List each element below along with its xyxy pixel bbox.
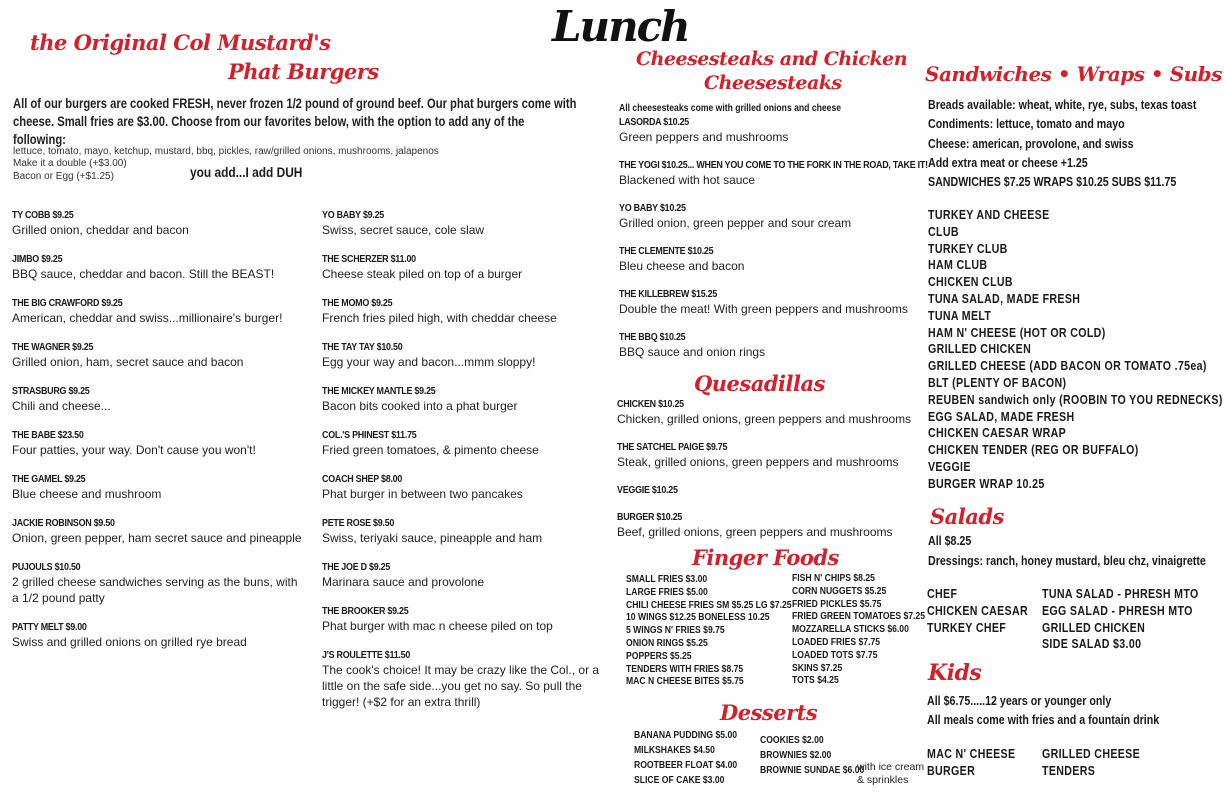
menu-item xyxy=(619,116,919,145)
item-description: BBQ sauce and onion rings xyxy=(619,345,766,359)
item-name: THE GAMEL $9.25 xyxy=(12,473,86,485)
item-name: STRASBURG $9.25 xyxy=(12,385,90,397)
salads-price: All $8.25 xyxy=(928,533,972,548)
burger-bacon-egg: Bacon or Egg (+$1.25) xyxy=(13,171,114,182)
list-item: TUNA SALAD - PHRESH MTO xyxy=(1042,587,1199,601)
list-item: BURGER WRAP 10.25 xyxy=(928,476,1045,491)
list-item: SKINS $7.25 xyxy=(792,661,843,674)
menu-item xyxy=(617,484,917,497)
burger-tagline: you add...I add DUH xyxy=(190,164,303,180)
menu-item xyxy=(617,398,917,427)
list-item: Cheese: american, provolone, and swiss xyxy=(928,135,1134,151)
list-item: 5 WINGS N' FRIES $9.75 xyxy=(626,624,725,637)
item-description: Grilled onion, ham, secret sauce and bacon xyxy=(12,355,244,369)
list-item: REUBEN sandwich only (ROOBIN TO YOU REDNECKS) xyxy=(928,392,1223,407)
item-description: Swiss and grilled onions on grilled rye bread xyxy=(12,635,247,649)
list-item: HAM N' CHEESE (HOT OR COLD) xyxy=(928,325,1106,340)
menu-item xyxy=(322,341,612,370)
menu-item xyxy=(12,209,302,238)
item-name: YO BABY $10.25 xyxy=(619,202,686,214)
item-name: THE SCHERZER $11.00 xyxy=(322,253,416,265)
item-description: Beef, grilled onions, green peppers and mushrooms xyxy=(617,525,893,539)
menu-item xyxy=(12,561,302,606)
item-name: PATTY MELT $9.00 xyxy=(12,621,87,633)
list-item: TENDERS xyxy=(1042,763,1096,778)
burger-double: Make it a double (+$3.00) xyxy=(13,158,127,169)
item-name: COL.'S PHINEST $11.75 xyxy=(322,429,417,441)
item-name: THE TAY TAY $10.50 xyxy=(322,341,403,353)
item-description: Phat burger with mac n cheese piled on top xyxy=(322,619,553,633)
item-name: BURGER $10.25 xyxy=(617,511,683,523)
item-name: THE JOE D $9.25 xyxy=(322,561,391,573)
list-item: MAC N CHEESE BITES $5.75 xyxy=(626,675,744,688)
item-description: Fried green tomatoes, & pimento cheese xyxy=(322,443,539,457)
list-item: 10 WINGS $12.25 BONELESS 10.25 xyxy=(626,611,770,624)
item-description: Double the meat! With green peppers and mushrooms xyxy=(619,302,908,316)
list-item: SIDE SALAD $3.00 xyxy=(1042,637,1142,652)
item-name: COACH SHEP $8.00 xyxy=(322,473,403,485)
desserts-column-1 xyxy=(634,728,737,788)
item-name: LASORDA $10.25 xyxy=(619,116,690,128)
list-item: Breads available: wheat, white, rye, subs, texas toast xyxy=(928,97,1197,112)
item-description: Four patties, your way. Don't cause you won't! xyxy=(12,443,256,457)
list-item: CHILI CHEESE FRIES SM $5.25 LG $7.25 xyxy=(626,598,792,611)
finger-foods-heading: Finger Foods xyxy=(692,545,839,570)
item-name: JIMBO $9.25 xyxy=(12,253,63,265)
quesadillas-heading: Quesadillas xyxy=(694,371,825,396)
menu-item xyxy=(322,297,612,326)
item-description: 2 grilled cheese sandwiches serving as the buns, with a 1/2 pound patty xyxy=(12,575,298,605)
list-item: TUNA SALAD, MADE FRESH xyxy=(928,291,1081,306)
kids-price: All $6.75.....12 years or younger only xyxy=(927,693,1112,708)
salads-column-2 xyxy=(1042,586,1199,653)
list-item: VEGGIE xyxy=(928,459,971,474)
menu-item xyxy=(619,202,919,231)
page-title: Lunch xyxy=(552,2,689,51)
menu-item xyxy=(322,561,612,590)
item-description: Grilled onion, cheddar and bacon xyxy=(12,223,189,237)
kids-column-2 xyxy=(1042,746,1140,780)
item-description: Steak, grilled onions, green peppers and mushrooms xyxy=(617,455,899,469)
item-description: Bacon bits cooked into a phat burger xyxy=(322,399,518,413)
list-item: TURKEY CHEF xyxy=(927,620,1007,635)
list-item: LOADED TOTS $7.75 xyxy=(792,648,878,661)
sundae-note: with ice cream & sprinkles xyxy=(857,761,925,786)
sandwiches-info xyxy=(928,95,1196,191)
list-item: BANANA PUDDING $5.00 xyxy=(634,729,738,741)
item-name: J'S ROULETTE $11.50 xyxy=(322,649,411,661)
list-item: BLT (PLENTY OF BACON) xyxy=(928,375,1067,390)
kids-column-1 xyxy=(927,746,1015,780)
item-name: PETE ROSE $9.50 xyxy=(322,517,395,529)
item-description: Swiss, secret sauce, cole slaw xyxy=(322,223,485,237)
item-description: Marinara sauce and provolone xyxy=(322,575,485,589)
list-item: GRILLED CHEESE xyxy=(1042,747,1141,761)
sandwiches-list xyxy=(928,207,1223,493)
list-item: FISH N' CHIPS $8.25 xyxy=(792,572,875,584)
menu-item xyxy=(12,385,302,414)
menu-item xyxy=(322,605,612,634)
menu-item xyxy=(619,159,928,188)
item-description: Onion, green pepper, ham secret sauce and pineapple xyxy=(12,531,302,545)
list-item: HAM CLUB xyxy=(928,258,988,273)
list-item: TUNA MELT xyxy=(928,308,992,323)
menu-item xyxy=(617,511,917,540)
menu-item xyxy=(322,649,612,710)
cheesesteaks-heading-2: Cheesesteaks xyxy=(704,72,842,94)
cheesesteaks-heading: Cheesesteaks and Chicken xyxy=(636,48,908,70)
salads-column-1 xyxy=(927,586,1028,636)
list-item: CORN NUGGETS $5.25 xyxy=(792,584,887,597)
list-item: TURKEY CLUB xyxy=(928,241,1008,256)
item-name: THE BABE $23.50 xyxy=(12,429,84,441)
kids-heading: Kids xyxy=(928,660,982,686)
item-description: Egg your way and bacon...mmm sloppy! xyxy=(322,355,536,369)
menu-item xyxy=(12,253,302,282)
list-item: ONION RINGS $5.25 xyxy=(626,636,708,649)
item-description: Blue cheese and mushroom xyxy=(12,487,162,501)
list-item: MAC N' CHEESE xyxy=(927,747,1016,761)
desserts-heading: Desserts xyxy=(720,700,818,725)
item-name: THE SATCHEL PAIGE $9.75 xyxy=(617,441,728,453)
burgers-column-2 xyxy=(322,209,612,725)
item-description: French fries piled high, with cheddar cheese xyxy=(322,311,557,325)
list-item: SMALL FRIES $3.00 xyxy=(626,573,708,585)
menu-item xyxy=(619,288,919,317)
item-name: THE BBQ $10.25 xyxy=(619,331,686,343)
list-item: CHICKEN TENDER (REG OR BUFFALO) xyxy=(928,443,1139,458)
cheesesteaks-list xyxy=(619,116,928,374)
list-item: CHICKEN CAESAR WRAP xyxy=(928,426,1067,441)
list-item: CHICKEN CAESAR xyxy=(927,603,1028,618)
list-item: SLICE OF CAKE $3.00 xyxy=(634,774,725,786)
kids-note: All meals come with fries and a fountain drink xyxy=(927,712,1160,727)
list-item: LOADED FRIES $7.75 xyxy=(792,635,881,648)
list-item: Add extra meat or cheese +1.25 xyxy=(928,154,1088,170)
finger-foods-column-1 xyxy=(626,573,792,688)
item-description: The cook's choice! It may be crazy like the Col., or a little on the safe side...you get no say. So pull the trigger! (+$2 for an extra thrill) xyxy=(322,663,600,709)
menu-item xyxy=(322,429,612,458)
menu-item xyxy=(12,297,302,326)
list-item: GRILLED CHICKEN xyxy=(928,342,1032,357)
item-name: THE MICKEY MANTLE $9.25 xyxy=(322,385,436,397)
finger-foods-column-2 xyxy=(792,572,925,687)
list-item: BROWNIE SUNDAE $6.00 xyxy=(760,764,865,776)
list-item: POPPERS $5.25 xyxy=(626,649,692,662)
list-item: TOTS $4.25 xyxy=(792,674,839,687)
item-description: Swiss, teriyaki sauce, pineapple and ham xyxy=(322,531,543,545)
list-item: CHICKEN CLUB xyxy=(928,275,1013,290)
cheesesteaks-note: All cheesesteaks come with grilled onions and cheese xyxy=(619,102,842,114)
list-item: TURKEY AND CHEESE xyxy=(928,208,1050,222)
item-name: VEGGIE $10.25 xyxy=(617,484,678,496)
list-item: Condiments: lettuce, tomato and mayo xyxy=(928,116,1125,132)
item-name: PUJOULS $10.50 xyxy=(12,561,81,573)
item-name: THE BIG CRAWFORD $9.25 xyxy=(12,297,123,309)
desserts-column-2 xyxy=(760,733,864,778)
salads-dressings: Dressings: ranch, honey mustard, bleu chz, vinaigrette xyxy=(928,553,1206,568)
list-item: GRILLED CHICKEN xyxy=(1042,620,1146,635)
item-name: JACKIE ROBINSON $9.50 xyxy=(12,517,115,529)
menu-item xyxy=(322,517,612,546)
list-item: FRIED GREEN TOMATOES $7.25 xyxy=(792,610,926,623)
list-item: MOZZARELLA STICKS $6.00 xyxy=(792,623,909,636)
menu-item xyxy=(619,331,919,360)
list-item: CLUB xyxy=(928,224,959,239)
item-name: CHICKEN $10.25 xyxy=(617,398,684,410)
menu-item xyxy=(12,621,302,650)
sandwiches-heading: Sandwiches • Wraps • Subs xyxy=(925,62,1222,86)
list-item: EGG SALAD, MADE FRESH xyxy=(928,409,1075,424)
item-description: Phat burger in between two pancakes xyxy=(322,487,523,501)
sandwich-prices: SANDWICHES $7.25 WRAPS $10.25 SUBS $11.75 xyxy=(928,174,1177,190)
burgers-heading-2: Phat Burgers xyxy=(228,59,379,84)
list-item: COOKIES $2.00 xyxy=(760,734,824,746)
menu-item xyxy=(12,341,302,370)
menu-item xyxy=(322,253,612,282)
item-name: THE YOGI $10.25... WHEN YOU COME TO THE FORK IN THE ROAD, TAKE IT! xyxy=(619,159,928,171)
burgers-heading: the Original Col Mustard's xyxy=(30,30,331,55)
item-description: Chicken, grilled onions, green peppers and mushrooms xyxy=(617,412,912,426)
menu-item xyxy=(322,473,612,502)
item-name: YO BABY $9.25 xyxy=(322,209,385,221)
item-description: American, cheddar and swiss...millionaire's burger! xyxy=(12,311,283,325)
list-item: FRIED PICKLES $5.75 xyxy=(792,597,882,610)
item-description: Grilled onion, green pepper and sour cream xyxy=(619,216,852,230)
list-item: EGG SALAD - PHRESH MTO xyxy=(1042,603,1193,618)
item-description: BBQ sauce, cheddar and bacon. Still the BEAST! xyxy=(12,267,275,281)
menu-item xyxy=(619,245,919,274)
list-item: ROOTBEER FLOAT $4.00 xyxy=(634,759,738,771)
item-description: Blackened with hot sauce xyxy=(619,173,756,187)
item-name: THE KILLEBREW $15.25 xyxy=(619,288,718,300)
item-name: THE WAGNER $9.25 xyxy=(12,341,94,353)
list-item: BROWNIES $2.00 xyxy=(760,749,832,761)
burgers-column-1 xyxy=(12,209,302,665)
list-item: MILKSHAKES $4.50 xyxy=(634,744,715,756)
item-name: THE CLEMENTE $10.25 xyxy=(619,245,714,257)
salads-heading: Salads xyxy=(930,504,1004,529)
item-description: Chili and cheese... xyxy=(12,399,111,413)
menu-item xyxy=(12,473,302,502)
item-name: THE MOMO $9.25 xyxy=(322,297,393,309)
list-item: GRILLED CHEESE (ADD BACON OR TOMATO .75ea) xyxy=(928,359,1207,374)
burger-toppings: lettuce, tomato, mayo, ketchup, mustard, bbq, pickles, raw/grilled onions, mushrooms, jalapenos xyxy=(13,146,439,157)
list-item: TENDERS WITH FRIES $8.75 xyxy=(626,662,744,675)
item-description: Cheese steak piled on top of a burger xyxy=(322,267,523,281)
item-description: Green peppers and mushrooms xyxy=(619,130,789,144)
list-item: BURGER xyxy=(927,763,976,778)
item-name: THE BROOKER $9.25 xyxy=(322,605,409,617)
item-name: TY COBB $9.25 xyxy=(12,209,74,221)
list-item: LARGE FRIES $5.00 xyxy=(626,585,708,598)
item-description: Bleu cheese and bacon xyxy=(619,259,745,273)
menu-item xyxy=(617,441,917,470)
menu-item xyxy=(12,429,302,458)
menu-item xyxy=(12,517,302,546)
menu-item xyxy=(322,209,612,238)
burgers-intro: All of our burgers are cooked FRESH, never frozen 1/2 pound of ground beef. Our phat burgers come with cheese. Small fries are $3.00. Choose from our favorites below, with the option to add any of the following: xyxy=(13,96,577,147)
menu-item xyxy=(322,385,612,414)
list-item: CHEF xyxy=(927,587,958,601)
quesadillas-list xyxy=(617,398,917,554)
